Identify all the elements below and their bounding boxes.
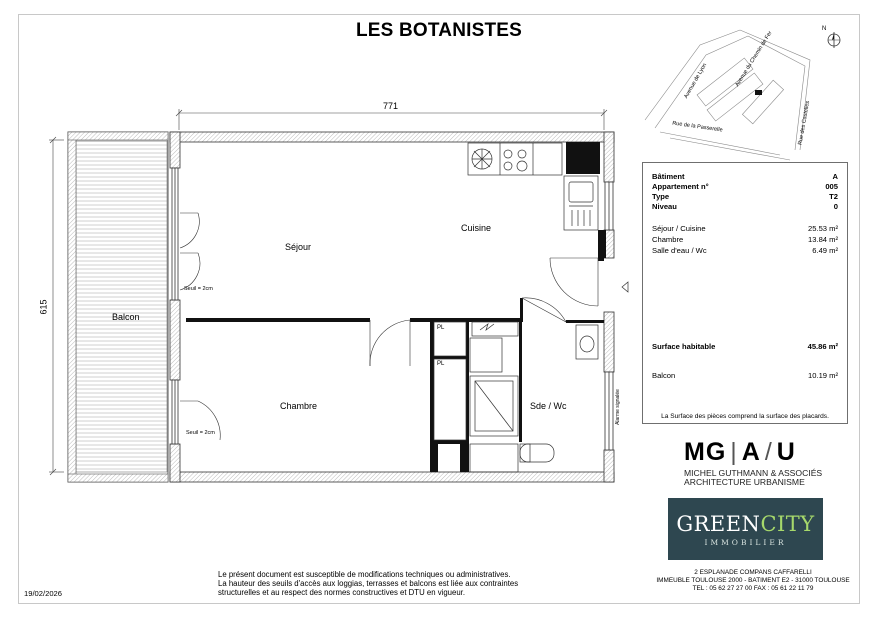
depth-dimension: 615 (38, 299, 49, 315)
placard-label: PL (437, 325, 445, 331)
width-dimension: 771 (383, 101, 399, 111)
alarm-label: Alarme signalée (614, 389, 621, 425)
info-value: 25.53 m² (808, 224, 838, 233)
info-value: 005 (825, 182, 838, 191)
threshold-label: Seuil = 2cm (184, 286, 213, 292)
compass-icon (826, 32, 842, 48)
info-label: Séjour / Cuisine (652, 224, 706, 233)
info-value: 13.84 m² (808, 235, 838, 244)
balcony (68, 132, 168, 482)
info-label: Appartement n° (652, 182, 709, 191)
developer-address: 2 ESPLANADE COMPANS CAFFARELLI IMMEUBLE TOULOUSE 2000 - BATIMENT E2 - 31000 TOULOUSE TEL : 05 62 27 27 00 FAX : 05 61 22 11 79 (656, 569, 850, 592)
dimension-depth (49, 137, 64, 475)
disclaimer-text: Le présent document est susceptible de modifications techniques ou administratives. La hauteur des seuils d'accès aux loggias, terrasses et balcons est liée aux contraintes structurelles et au respect des normes constructives et DTU en vigueur. (218, 570, 519, 598)
north-label: N (822, 26, 827, 32)
info-value: 45.86 m² (807, 342, 838, 351)
interior-walls (186, 142, 606, 472)
location-map (645, 30, 810, 160)
architect-logo: MG | A / U (684, 438, 796, 466)
document-date: 19/02/2026 (24, 589, 63, 598)
room-label-sde-wc: Sde / Wc (530, 401, 567, 411)
room-label-sejour: Séjour (285, 242, 312, 252)
info-value: 0 (833, 202, 838, 211)
surface-note: La Surface des pièces comprend la surface des placards. (661, 413, 829, 420)
street-label: Avenue du Chemin de Fer (734, 30, 774, 88)
street-label: Rue de la Passerelle (671, 120, 723, 134)
room-label-balcon: Balcon (112, 312, 140, 322)
placard-label: PL (437, 361, 445, 367)
dimension-width (176, 109, 607, 130)
info-value: 10.19 m² (808, 371, 838, 380)
info-value: T2 (829, 192, 838, 201)
street-label: Rue des Castelles (797, 100, 812, 146)
room-label-cuisine: Cuisine (461, 223, 492, 233)
room-label-chambre: Chambre (280, 401, 318, 411)
info-label: Balcon (652, 371, 676, 380)
info-label: Type (652, 192, 670, 201)
info-label: Chambre (652, 235, 684, 244)
info-label: Salle d'eau / Wc (652, 246, 707, 255)
threshold-label: Seuil = 2cm (186, 430, 215, 436)
info-label: Niveau (652, 202, 677, 211)
page-title: LES BOTANISTES (355, 20, 523, 41)
entrance-arrow-icon (622, 282, 628, 292)
info-value: 6.49 m² (812, 246, 838, 255)
architect-name: MICHEL GUTHMANN & ASSOCIÉS ARCHITECTURE URBANISME (684, 468, 823, 488)
developer-logo: GREENCITY IMMOBILIER (668, 498, 823, 560)
info-label: Bâtiment (652, 172, 685, 181)
street-label: Avenue de Lyon (683, 62, 709, 100)
info-label: Surface habitable (652, 342, 716, 351)
apartment-info-panel (642, 162, 848, 424)
bathroom-fixtures (434, 322, 598, 472)
exterior-walls (170, 132, 614, 482)
info-value: A (832, 172, 838, 181)
